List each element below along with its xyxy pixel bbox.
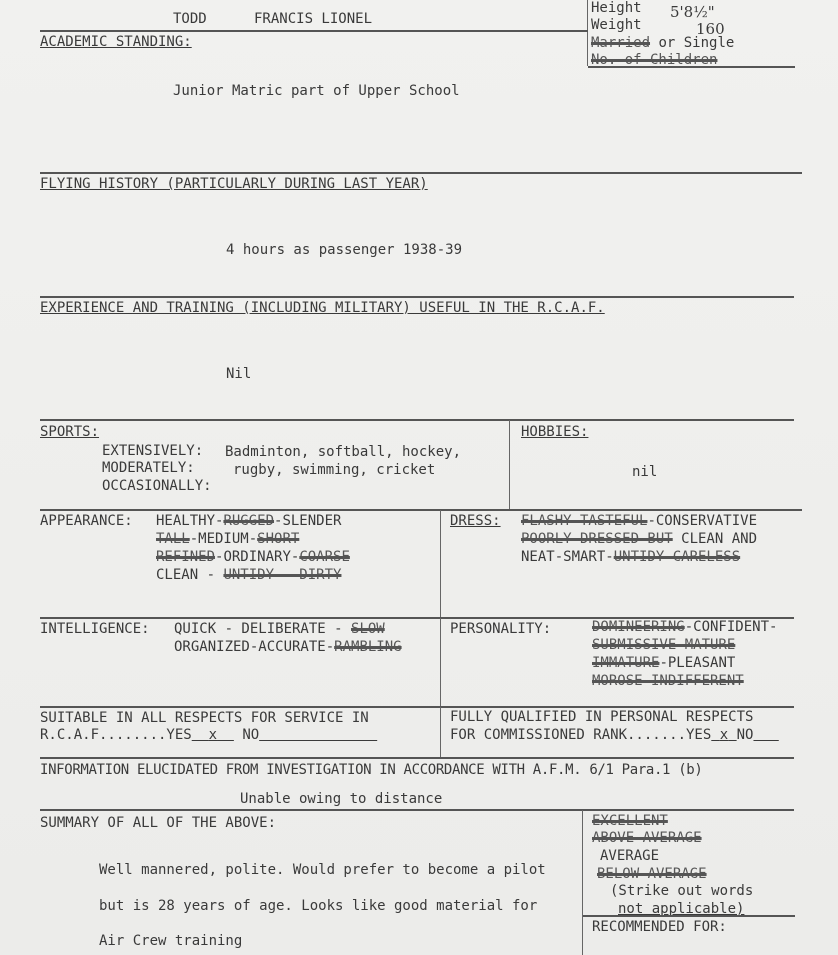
occasionally-label: OCCASIONALLY: <box>102 478 212 494</box>
personality-morose-struck: MOROSE-INDIFFERENT <box>592 673 744 689</box>
dress-untidy-struck: UNTIDY-CARELESS <box>613 549 741 565</box>
given-names: FRANCIS LIONEL <box>254 11 373 27</box>
rating-average: AVERAGE <box>600 848 660 864</box>
extensively-value: Badminton, softball, hockey, <box>225 444 462 460</box>
appearance-ordinary: -ORDINARY- <box>215 549 300 565</box>
rating-note-2: not applicable) <box>618 901 745 917</box>
dress-line-1 <box>521 512 757 530</box>
moderately-value: rugby, swimming, cricket <box>233 462 436 478</box>
summary-line-1: Well mannered, polite. Would prefer to become a pilot <box>99 862 546 878</box>
children-struck: No. of Children <box>591 52 718 68</box>
intelligence-divider <box>440 618 441 706</box>
dress-neat: NEAT-SMART- <box>521 549 614 565</box>
rule-recommended <box>583 915 795 917</box>
summary-heading: SUMMARY OF ALL OF THE ABOVE: <box>40 815 277 831</box>
personality-heading: PERSONALITY: <box>450 621 552 637</box>
appearance-healthy: HEALTHY- <box>156 513 224 529</box>
personality-submissive-struck: SUBMISSIVE-MATURE <box>592 637 736 653</box>
intelligence-organized: ORGANIZED-ACCURATE- <box>174 639 335 655</box>
rating-below-struck: BELOW AVERAGE <box>597 866 707 882</box>
intelligence-quick: QUICK - DELIBERATE - <box>174 621 352 637</box>
rule-information <box>40 757 794 759</box>
dress-flashy-struck: FLASHY-TASTEFUL <box>521 513 648 529</box>
rating-above-struck: ABOVE AVERAGE <box>592 830 702 846</box>
qualified-mark-x: x <box>719 727 729 743</box>
height-label: Height <box>591 0 642 16</box>
appearance-rugged-struck: RUGGED <box>223 513 275 529</box>
marital-status <box>591 34 734 52</box>
flying-value: 4 hours as passenger 1938-39 <box>226 242 463 258</box>
rule-summary <box>40 809 794 811</box>
rule-sports <box>40 419 794 421</box>
personality-line-3 <box>592 654 735 672</box>
dress-line-3 <box>521 548 740 566</box>
personality-confident: -CONFIDENT- <box>684 619 778 635</box>
suitable-mark-x: x <box>208 727 218 743</box>
surname: TODD <box>173 11 207 27</box>
rule-top <box>40 30 588 32</box>
dress-line-2 <box>521 530 757 548</box>
dress-conservative: -CONSERVATIVE <box>647 513 758 529</box>
appearance-slender: -SLENDER <box>274 513 342 529</box>
rule-flying <box>40 172 802 174</box>
intelligence-heading: INTELLIGENCE: <box>40 621 150 637</box>
appearance-line-4 <box>156 566 341 584</box>
dress-heading: DRESS: <box>450 513 501 529</box>
or-single: or Single <box>658 35 735 51</box>
appearance-clean: CLEAN - <box>156 567 224 583</box>
suitable-no-blank <box>259 727 377 743</box>
dress-poorly-struck: POORLY DRESSED BUT <box>521 531 673 547</box>
appearance-short-struck: SHORT <box>257 531 300 547</box>
qualified-no-blank <box>753 727 778 743</box>
height-value: 5'8½" <box>670 3 715 21</box>
appearance-tall-struck: TALL <box>156 531 190 547</box>
summary-line-2: but is 28 years of age. Looks like good material for <box>99 898 538 914</box>
rating-note-1: (Strike out words <box>610 883 754 899</box>
qualified-mark <box>711 727 736 743</box>
sports-heading: SPORTS: <box>40 424 100 440</box>
extensively-label: EXTENSIVELY: <box>102 443 204 459</box>
qualified-line-2 <box>450 726 779 744</box>
information-value: Unable owing to distance <box>240 791 443 807</box>
married-struck: Married <box>591 35 651 51</box>
appearance-line-1 <box>156 512 341 530</box>
suitable-line-1: SUITABLE IN ALL RESPECTS FOR SERVICE IN <box>40 710 369 726</box>
weight-label: Weight <box>591 17 642 33</box>
flying-heading: FLYING HISTORY (PARTICULARLY DURING LAST YEAR) <box>40 176 428 192</box>
personality-domineering-struck: DOMINEERING <box>592 619 685 635</box>
rule-top-right <box>588 66 795 68</box>
personality-pleasant: -PLEASANT <box>659 655 736 671</box>
header-divider <box>587 0 588 66</box>
appearance-coarse-struck: COARSE <box>299 549 350 565</box>
sports-divider <box>509 420 510 510</box>
rule-experience <box>40 296 794 298</box>
academic-value: Junior Matric part of Upper School <box>173 83 460 99</box>
appearance-heading: APPEARANCE: <box>40 513 133 529</box>
intelligence-line-1 <box>174 620 385 638</box>
qualified-line-1: FULLY QUALIFIED IN PERSONAL RESPECTS <box>450 709 754 725</box>
suitable-line-2 <box>40 726 377 744</box>
suitable-yes: R.C.A.F........YES <box>40 727 192 743</box>
recommended-label: RECOMMENDED FOR: <box>592 919 727 935</box>
suitable-divider <box>440 707 441 757</box>
summary-divider <box>582 810 583 955</box>
qualified-yes: FOR COMMISSIONED RANK.......YES <box>450 727 712 743</box>
appearance-divider <box>440 510 441 618</box>
intelligence-slow-struck: SLOW <box>351 621 385 637</box>
appearance-refined-struck: REFINED <box>156 549 216 565</box>
suitable-mark <box>192 727 234 743</box>
qualified-no: NO <box>736 727 754 743</box>
personality-line-1 <box>592 618 777 636</box>
hobbies-value: nil <box>632 464 658 480</box>
experience-value: Nil <box>226 366 252 382</box>
appearance-untidy-struck: UNTIDY - DIRTY <box>223 567 342 583</box>
appearance-medium: -MEDIUM- <box>189 531 258 547</box>
rule-appearance <box>40 509 802 511</box>
appearance-line-3 <box>156 548 350 566</box>
appearance-line-2 <box>156 530 299 548</box>
summary-line-3: Air Crew training <box>99 933 243 949</box>
intelligence-rambling-struck: RAMBLING <box>334 639 402 655</box>
dress-clean: CLEAN AND <box>672 531 758 547</box>
information-heading: INFORMATION ELUCIDATED FROM INVESTIGATION IN ACCORDANCE WITH A.F.M. 6/1 Para.1 (b) <box>40 762 703 778</box>
hobbies-heading: HOBBIES: <box>521 424 589 440</box>
intelligence-line-2 <box>174 638 402 656</box>
rating-excellent-struck: EXCELLENT <box>592 813 668 829</box>
moderately-label: MODERATELY: <box>102 460 195 476</box>
personality-immature-struck: IMMATURE <box>592 655 660 671</box>
academic-heading: ACADEMIC STANDING: <box>40 34 192 50</box>
weight-value: 160 <box>696 20 725 38</box>
suitable-no: NO <box>242 727 260 743</box>
experience-heading: EXPERIENCE AND TRAINING (INCLUDING MILITARY) USEFUL IN THE R.C.A.F. <box>40 300 605 316</box>
